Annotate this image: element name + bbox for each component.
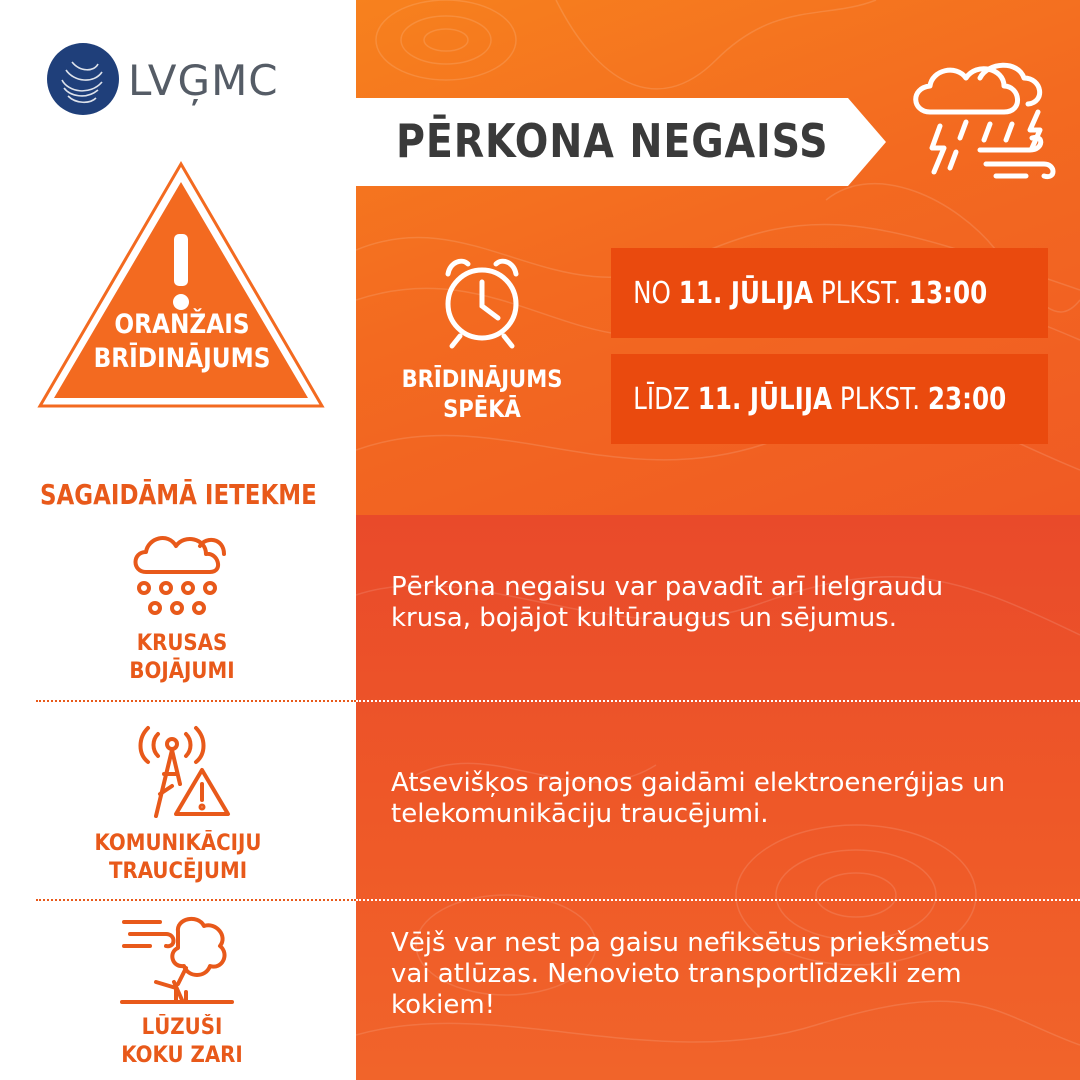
alarm-clock-icon: [436, 252, 528, 352]
impact-label-hail: KRUSAS BOJĀJUMI: [129, 631, 235, 684]
impacts-title: SAGAIDĀMĀ IETEKME: [40, 478, 317, 511]
warning-level-label: ORANŽAIS BRĪDINĀJUMS: [93, 309, 271, 374]
logo-globe-icon: [46, 42, 120, 116]
logo-wordmark: LVĢMC: [128, 56, 279, 105]
impact-label-communication: KOMUNIKĀCIJU TRAUCĒJUMI: [94, 831, 262, 884]
impact-description-tree: Vējš var nest pa gaisu nefiksētus priekšmetus vai atlūzas. Nenovieto transportlīdzekli zem kokiem!: [391, 928, 990, 1020]
divider-left-2: [36, 899, 356, 901]
divider-left-1: [36, 700, 356, 702]
validity-label: BRĪDINĀJUMS SPĒKĀ: [401, 365, 563, 423]
divider-1: [356, 700, 1080, 702]
impact-label-tree: LŪZUŠI KOKU ZARI: [121, 1015, 243, 1068]
divider-2: [356, 899, 1080, 901]
page-title: PĒRKONA NEGAISS: [396, 114, 829, 168]
impact-description-hail: Pērkona negaisu var pavadīt arī lielgraudu krusa, bojājot kultūraugus un sējumus.: [391, 572, 944, 633]
validity-from-box: NO 11. JŪLIJA PLKST. 13:00: [611, 248, 1048, 338]
lvgmc-logo: [46, 40, 306, 130]
thunderstorm-icon: [900, 42, 1060, 202]
impact-description-communication: Atsevišķos rajonos gaidāmi elektroenerģijas un telekomunikāciju traucējumi.: [391, 768, 1006, 829]
broken-tree-wind-icon: [120, 912, 240, 1008]
validity-to-box: LĪDZ 11. JŪLIJA PLKST. 23:00: [611, 354, 1048, 444]
hail-cloud-icon: [128, 524, 228, 620]
antenna-warning-icon: [136, 724, 236, 824]
